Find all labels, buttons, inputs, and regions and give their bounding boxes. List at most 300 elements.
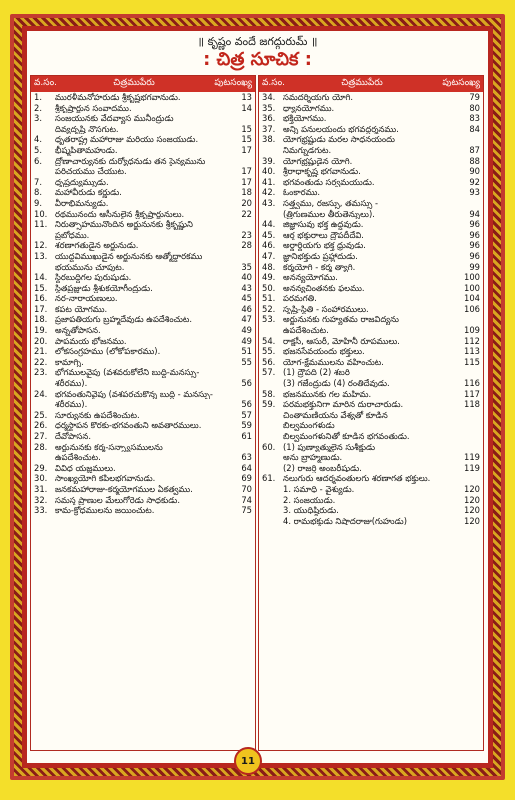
index-entry bbox=[31, 325, 255, 336]
index-entry bbox=[259, 230, 483, 241]
entry-number: 28. bbox=[34, 441, 48, 452]
entry-title: ప్రజాపతియగు బ్రహ్మదేవుడు ఉపదేశించుట. bbox=[55, 314, 193, 325]
entry-number: 3. bbox=[34, 113, 42, 124]
index-entry bbox=[259, 198, 483, 209]
entry-number: 36. bbox=[262, 113, 276, 124]
entry-number: 23. bbox=[34, 367, 48, 378]
index-entry bbox=[31, 505, 255, 516]
entry-page: 118 bbox=[464, 399, 480, 410]
index-entry bbox=[259, 187, 483, 198]
entry-page: 87 bbox=[469, 144, 480, 155]
entry-title: యోగ-క్షేమములను వహించుట. bbox=[283, 356, 384, 367]
entry-page: 17 bbox=[241, 176, 252, 187]
column-header bbox=[31, 76, 255, 92]
entry-number: 42. bbox=[262, 187, 276, 198]
entry-title: ధృష్టద్యుమ్నుడు. bbox=[55, 176, 109, 187]
index-entry bbox=[259, 124, 483, 135]
header-name: చిత్రముపేరు bbox=[113, 78, 155, 88]
entry-title: వీరాభిమన్యుడు. bbox=[55, 197, 109, 208]
entry-number: 60. bbox=[262, 441, 276, 452]
index-entry bbox=[31, 209, 255, 220]
entry-page: 109 bbox=[464, 325, 480, 336]
entry-title: (త్రిగుణముల తీరుతెన్నులు). bbox=[283, 208, 375, 219]
entry-number: 31. bbox=[34, 483, 48, 494]
entry-title: ఆర్త భక్తురాలు ద్రౌపదీదేవి. bbox=[283, 229, 364, 240]
index-entry bbox=[259, 103, 483, 114]
index-entry bbox=[259, 145, 483, 156]
entry-title: పరమగతి. bbox=[283, 293, 317, 304]
entry-title: నర-నారాయణులు. bbox=[55, 293, 118, 304]
entry-page: 15 bbox=[241, 134, 252, 145]
index-entry bbox=[31, 177, 255, 188]
entry-number: 26. bbox=[34, 420, 48, 431]
entry-number: 7. bbox=[34, 176, 42, 187]
entry-title: యుద్ధవిముఖుడైన అర్జునునకు ఆత్మోద్ధారకము bbox=[55, 250, 203, 261]
entry-number: 10. bbox=[34, 208, 48, 219]
entry-page: 20 bbox=[241, 197, 252, 208]
index-entry bbox=[259, 272, 483, 283]
entry-title: (2) రాజర్షి అంబరీషుడు. bbox=[283, 462, 362, 473]
index-entry bbox=[31, 484, 255, 495]
index-entry bbox=[31, 113, 255, 124]
entry-title: మురళీమనోహరుడు శ్రీకృష్ణభగవానుడు. bbox=[55, 92, 181, 102]
entry-title: అనన్యయోగము. bbox=[283, 272, 338, 283]
entry-title: కపట యోగము. bbox=[55, 303, 108, 314]
index-entry bbox=[31, 431, 255, 442]
index-entry bbox=[31, 283, 255, 294]
entry-number: 2. bbox=[34, 102, 42, 113]
entry-page: 75 bbox=[241, 505, 252, 516]
entry-title: ఉపదేశించుట. bbox=[55, 452, 101, 463]
entry-title: భోగములవైపు (వశవరుకోలేని బుద్ధి-మనస్సు- bbox=[55, 367, 200, 378]
entry-title: స్థితప్రజ్ఞుడు శ్రీశుకయోగీంద్రుడు. bbox=[55, 282, 153, 293]
entry-number: 38. bbox=[262, 134, 276, 145]
entry-number: 6. bbox=[34, 155, 42, 166]
entry-title: ఓంకారము. bbox=[283, 187, 321, 198]
entry-title: కామాగ్ని. bbox=[55, 356, 84, 367]
entry-page: 74 bbox=[241, 494, 252, 505]
index-column-right bbox=[258, 75, 484, 751]
index-entry bbox=[259, 92, 483, 103]
index-entry bbox=[31, 442, 255, 453]
entry-page: 120 bbox=[464, 483, 480, 494]
index-entry bbox=[259, 516, 483, 527]
entry-page: 96 bbox=[469, 250, 480, 261]
index-entry bbox=[259, 473, 483, 484]
index-entry bbox=[31, 262, 255, 273]
entry-number: 20. bbox=[34, 335, 48, 346]
entry-title: దివ్యదృష్టి నొసగుట. bbox=[55, 123, 119, 134]
entry-title: యోగభ్రష్టుడు మరల సాధనయందు bbox=[283, 134, 395, 145]
entry-title: శ్రీకృష్ణార్జున సంవాదము. bbox=[55, 102, 132, 113]
index-columns bbox=[30, 75, 485, 751]
entry-page: 96 bbox=[469, 240, 480, 251]
entry-page: 104 bbox=[464, 293, 480, 304]
index-entry bbox=[259, 293, 483, 304]
entry-title: కామ-క్రోధములను జయించుట. bbox=[55, 505, 155, 516]
index-entry bbox=[259, 367, 483, 378]
entry-title: పరిచయము చేయుట. bbox=[55, 166, 127, 177]
entry-number: 25. bbox=[34, 409, 48, 420]
entry-number: 21. bbox=[34, 346, 48, 357]
entry-title: అన్ని పనులయందు భగవద్దర్శనము. bbox=[283, 123, 399, 134]
entry-page: 55 bbox=[241, 356, 252, 367]
entry-page: 56 bbox=[241, 399, 252, 410]
entry-page: 51 bbox=[241, 346, 252, 357]
entry-title: భజనమునకు గల మహిమ. bbox=[283, 388, 372, 399]
index-entry bbox=[259, 399, 483, 410]
index-entry bbox=[259, 134, 483, 145]
entry-title: సృష్టి-స్థితి - సంహారములు. bbox=[283, 303, 369, 314]
entry-number: 52. bbox=[262, 303, 276, 314]
entry-number: 37. bbox=[262, 123, 276, 134]
entry-page: 15 bbox=[241, 123, 252, 134]
entry-page: 120 bbox=[464, 494, 480, 505]
entry-page: 90 bbox=[469, 166, 480, 177]
entry-page: 112 bbox=[464, 335, 480, 346]
entry-page: 70 bbox=[241, 483, 252, 494]
entry-page: 94 bbox=[469, 208, 480, 219]
entry-page: 84 bbox=[469, 123, 480, 134]
index-entry bbox=[31, 389, 255, 400]
entry-page: 100 bbox=[464, 282, 480, 293]
entry-number: 58. bbox=[262, 388, 276, 399]
index-entry bbox=[31, 293, 255, 304]
entry-number: 39. bbox=[262, 155, 276, 166]
entry-page: 17 bbox=[241, 144, 252, 155]
entry-title: ఉపదేశించుట. bbox=[283, 325, 329, 336]
index-entry bbox=[259, 113, 483, 124]
entry-title: బిల్వమంగళుడు bbox=[283, 420, 335, 431]
index-entry bbox=[31, 219, 255, 230]
entry-page: 116 bbox=[464, 378, 480, 389]
entry-page: 59 bbox=[241, 420, 252, 431]
index-entry bbox=[259, 283, 483, 294]
entry-number: 9. bbox=[34, 197, 42, 208]
index-entry bbox=[31, 230, 255, 241]
entry-number: 47. bbox=[262, 250, 276, 261]
entry-number: 44. bbox=[262, 219, 276, 230]
entry-title: ధ్యానయోగము. bbox=[283, 102, 335, 113]
entry-title: జ్ఞానిభక్తుడు ప్రహ్లాదుడు. bbox=[283, 250, 358, 261]
entry-number: 46. bbox=[262, 240, 276, 251]
entry-title: మహావీరుడు కర్ణుడు. bbox=[55, 187, 122, 198]
entry-title: (1) ద్రౌపది (2) శబరి bbox=[283, 367, 350, 378]
index-entry bbox=[31, 145, 255, 156]
index-entry bbox=[259, 262, 483, 273]
entry-title: సంజయునకు వేదవ్యాస మునీంద్రుడు bbox=[55, 113, 174, 124]
entry-number: 51. bbox=[262, 293, 276, 304]
index-entry bbox=[259, 251, 483, 262]
entry-page: 46 bbox=[241, 303, 252, 314]
entry-title: ప్రబోధము. bbox=[55, 229, 90, 240]
entry-number: 43. bbox=[262, 197, 276, 208]
entry-title: సత్త్వము, రజస్సు, తమస్సు - bbox=[283, 197, 378, 208]
index-entry bbox=[31, 304, 255, 315]
entry-title: ధృతరాష్ట్ర మహారాజు మరియు సంజయుడు. bbox=[55, 134, 199, 145]
entry-page: 35 bbox=[241, 261, 252, 272]
entry-title: 2. సంజయుడు. bbox=[283, 494, 336, 505]
entry-number: 16. bbox=[34, 293, 48, 304]
index-entry bbox=[31, 473, 255, 484]
entry-page: 79 bbox=[469, 92, 480, 102]
entry-title: (1) పుణ్యాత్ములైన సుశీక్షుడు bbox=[283, 441, 376, 452]
entry-page: 49 bbox=[241, 335, 252, 346]
entry-title: కర్మయోగి - కర్మ త్యాగి. bbox=[283, 261, 356, 272]
index-entry bbox=[259, 177, 483, 188]
entry-number: 27. bbox=[34, 431, 48, 441]
entry-title: భయమును చూపుట. bbox=[55, 261, 125, 272]
entry-page: 96 bbox=[469, 219, 480, 230]
entry-number: 32. bbox=[34, 494, 48, 505]
entry-number: 15. bbox=[34, 282, 48, 293]
entry-page: 57 bbox=[241, 409, 252, 420]
entry-number: 19. bbox=[34, 325, 48, 336]
index-entry bbox=[31, 357, 255, 368]
entry-page: 88 bbox=[469, 155, 480, 166]
entry-number: 30. bbox=[34, 473, 48, 484]
index-entry bbox=[259, 463, 483, 474]
entry-page: 23 bbox=[241, 229, 252, 240]
entry-title: ద్రోణాచార్యునకు దుర్యోధనుడు తన సైన్యమును bbox=[55, 155, 206, 166]
entry-page: 13 bbox=[241, 92, 252, 102]
index-entry bbox=[31, 92, 255, 103]
entry-page: 119 bbox=[464, 452, 480, 463]
index-entry bbox=[259, 314, 483, 325]
entry-title: నలుగురు ఆదర్శవంతులగు శరణాగత భక్తులు. bbox=[283, 473, 431, 484]
entry-number: 24. bbox=[34, 388, 48, 399]
entry-title: 4. రామభక్తుడు నిషాదరాజు(గుహుడు) bbox=[283, 515, 407, 526]
entry-number: 57. bbox=[262, 367, 276, 378]
entry-page: 17 bbox=[241, 166, 252, 177]
entry-title: నిరుత్సాహమునొందిన అర్జునునకు శ్రీకృష్ణుని bbox=[55, 219, 193, 230]
entry-title: దేవోపాసన. bbox=[55, 431, 91, 441]
entry-number: 53. bbox=[262, 314, 276, 325]
index-entry bbox=[259, 166, 483, 177]
index-entry bbox=[259, 156, 483, 167]
entry-title: అనన్యచింతనకు ఫలము. bbox=[283, 282, 365, 293]
entry-number: 14. bbox=[34, 272, 48, 283]
entry-page: 14 bbox=[241, 102, 252, 113]
index-entry bbox=[31, 240, 255, 251]
entry-number: 56. bbox=[262, 356, 276, 367]
index-entry bbox=[31, 166, 255, 177]
index-entry bbox=[259, 378, 483, 389]
entry-number: 50. bbox=[262, 282, 276, 293]
entry-title: రాక్షసీ, ఆసురీ, మోహినీ రూపములు. bbox=[283, 335, 400, 346]
index-entry bbox=[259, 219, 483, 230]
index-entry bbox=[31, 198, 255, 209]
entry-number: 34. bbox=[262, 92, 276, 102]
index-entry bbox=[31, 314, 255, 325]
entry-title: సాంఖ్యయోగి కపిలభగవానుడు. bbox=[55, 473, 156, 484]
index-entry bbox=[31, 272, 255, 283]
entry-title: యోగభ్రష్టుడైన యోగి. bbox=[283, 155, 353, 166]
entry-page: 115 bbox=[464, 356, 480, 367]
entry-page: 61 bbox=[241, 431, 252, 441]
entry-page: 80 bbox=[469, 102, 480, 113]
entry-title: 3. యుధిష్ఠిరుడు. bbox=[283, 505, 339, 516]
index-entry bbox=[259, 346, 483, 357]
index-entry bbox=[31, 103, 255, 114]
entry-title: 1. సమాధి - వైశ్యుడు. bbox=[283, 483, 355, 494]
index-entry bbox=[259, 389, 483, 400]
index-entry bbox=[31, 367, 255, 378]
entry-title: (3) గజేంద్రుడు (4) రంతిదేవుడు. bbox=[283, 378, 390, 389]
entry-page: 113 bbox=[464, 346, 480, 357]
entry-number: 5. bbox=[34, 144, 42, 155]
entry-page: 117 bbox=[464, 388, 480, 399]
entry-page: 120 bbox=[464, 505, 480, 516]
index-list-right bbox=[259, 92, 483, 526]
index-entry bbox=[31, 251, 255, 262]
entry-page: 18 bbox=[241, 187, 252, 198]
index-entry bbox=[31, 346, 255, 357]
entry-number: 35. bbox=[262, 102, 276, 113]
entry-title: భగవంతుడు సర్వమయుడు. bbox=[283, 176, 375, 187]
entry-number: 54. bbox=[262, 335, 276, 346]
entry-page: 96 bbox=[469, 229, 480, 240]
entry-page: 106 bbox=[464, 303, 480, 314]
entry-number: 13. bbox=[34, 250, 48, 261]
entry-title: శరణాగతుడైన అర్జునుడు. bbox=[55, 240, 139, 251]
index-entry bbox=[259, 240, 483, 251]
entry-number: 11. bbox=[34, 219, 48, 230]
index-entry bbox=[31, 134, 255, 145]
entry-page: 83 bbox=[469, 113, 480, 124]
entry-page: 43 bbox=[241, 282, 252, 293]
document-page bbox=[27, 31, 488, 763]
index-entry bbox=[259, 442, 483, 453]
entry-page: 63 bbox=[241, 452, 252, 463]
entry-number: 12. bbox=[34, 240, 48, 251]
index-entry bbox=[31, 378, 255, 389]
entry-page: 47 bbox=[241, 314, 252, 325]
index-entry bbox=[259, 325, 483, 336]
page-title: : చిత్ర సూచిక : bbox=[203, 49, 312, 70]
entry-title: అర్థార్థియగు భక్త ధ్రువుడు. bbox=[283, 240, 366, 251]
entry-title: అన్నతోపాసన. bbox=[55, 325, 101, 336]
index-entry bbox=[31, 410, 255, 421]
entry-number: 17. bbox=[34, 303, 48, 314]
index-entry bbox=[259, 410, 483, 421]
index-entry bbox=[259, 209, 483, 220]
entry-page: 99 bbox=[469, 261, 480, 272]
entry-number: 61. bbox=[262, 473, 276, 484]
entry-title: స్థిరబుద్ధిగల పురుషుడు. bbox=[55, 272, 132, 283]
entry-title: జిజ్ఞాసువు భక్త ఉద్ధవుడు. bbox=[283, 219, 364, 230]
index-entry bbox=[31, 187, 255, 198]
header-number: వ.సం. bbox=[34, 78, 58, 88]
entry-number: 33. bbox=[34, 505, 48, 516]
column-header bbox=[259, 76, 483, 92]
entry-title: వివిధ యజ్ఞములు. bbox=[55, 462, 116, 473]
entry-number: 48. bbox=[262, 261, 276, 272]
index-entry bbox=[259, 495, 483, 506]
index-entry bbox=[31, 156, 255, 167]
page-number-badge: 11 bbox=[234, 747, 262, 775]
index-entry bbox=[31, 452, 255, 463]
entry-number: 40. bbox=[262, 166, 276, 177]
entry-title: రథమునందు ఆసీనులైన శ్రీకృష్ణార్జునులు. bbox=[55, 208, 185, 219]
header-name: చిత్రముపేరు bbox=[341, 78, 383, 88]
entry-page: 119 bbox=[464, 462, 480, 473]
entry-title: శరీరము). bbox=[55, 399, 88, 410]
index-entry bbox=[31, 495, 255, 506]
entry-page: 64 bbox=[241, 462, 252, 473]
entry-title: అను బ్రాహ్మణుడు. bbox=[283, 452, 343, 463]
entry-number: 49. bbox=[262, 272, 276, 283]
entry-number: 29. bbox=[34, 462, 48, 473]
entry-page: 56 bbox=[241, 378, 252, 389]
entry-title: జనకమహారాజు-కర్మయోగముల ఏకత్వము. bbox=[55, 483, 193, 494]
entry-title: సమస్త ప్రాణుల మేలుగోరెడు సాధకుడు. bbox=[55, 494, 180, 505]
entry-page: 45 bbox=[241, 293, 252, 304]
entry-number: 1. bbox=[34, 92, 42, 102]
index-entry bbox=[259, 484, 483, 495]
entry-title: భగవంతునివైపు (వశపరచుకొన్న బుద్ధి - మనస్సు- bbox=[55, 388, 213, 399]
entry-number: 41. bbox=[262, 176, 276, 187]
entry-title: పరమభక్తునిగా మారిన దురాచారుడు. bbox=[283, 399, 404, 410]
entry-number: 55. bbox=[262, 346, 276, 357]
entry-title: చింతామణియను వేశ్యతో కూడిన bbox=[283, 409, 388, 420]
invocation-line: ॥ కృష్ణం వందే జగద్గురుమ్ ॥ bbox=[197, 35, 318, 48]
index-list-left bbox=[31, 92, 255, 516]
entry-number: 8. bbox=[34, 187, 42, 198]
header-page: పుటసంఖ్య bbox=[442, 78, 480, 88]
entry-title: భీష్మపితామహుడు. bbox=[55, 144, 118, 155]
entry-page: 40 bbox=[241, 272, 252, 283]
entry-number: 59. bbox=[262, 399, 276, 410]
index-entry bbox=[259, 336, 483, 347]
header-page: పుటసంఖ్య bbox=[214, 78, 252, 88]
index-entry bbox=[259, 304, 483, 315]
index-column-left bbox=[30, 75, 256, 751]
index-entry bbox=[31, 124, 255, 135]
entry-number: 18. bbox=[34, 314, 48, 325]
entry-page: 28 bbox=[241, 240, 252, 251]
entry-number: 4. bbox=[34, 134, 42, 145]
entry-number: 45. bbox=[262, 229, 276, 240]
entry-title: సమదర్శియగు యోగి. bbox=[283, 92, 354, 102]
entry-title: అర్జునునకు కర్మ-సన్న్యాసములను bbox=[55, 441, 163, 452]
index-entry bbox=[259, 357, 483, 368]
entry-title: శరీరము). bbox=[55, 378, 88, 389]
index-entry bbox=[31, 399, 255, 410]
index-entry bbox=[259, 431, 483, 442]
entry-page: 22 bbox=[241, 208, 252, 219]
index-entry bbox=[259, 505, 483, 516]
entry-title: పాపమయ భోజనము. bbox=[55, 335, 127, 346]
entry-title: అర్జునునకు గుహ్యతమ రాజవిద్యను bbox=[283, 314, 399, 325]
entry-page: 49 bbox=[241, 325, 252, 336]
entry-title: నిమగ్నుడగుట. bbox=[283, 144, 332, 155]
entry-title: సూర్యునకు ఉపదేశించుట. bbox=[55, 409, 140, 420]
index-entry bbox=[259, 452, 483, 463]
entry-title: లోకసంగ్రహము (లోకోపకారము). bbox=[55, 346, 161, 357]
index-entry bbox=[31, 420, 255, 431]
entry-number: 22. bbox=[34, 356, 48, 367]
entry-title: భక్తియోగము. bbox=[283, 113, 327, 124]
entry-page: 120 bbox=[464, 515, 480, 526]
entry-title: బిల్వమంగళునితో కూడిన భగవంతుడు. bbox=[283, 431, 410, 441]
entry-page: 69 bbox=[241, 473, 252, 484]
entry-page: 100 bbox=[464, 272, 480, 283]
header-number: వ.సం. bbox=[262, 78, 286, 88]
entry-page: 92 bbox=[469, 176, 480, 187]
index-entry bbox=[31, 336, 255, 347]
index-entry bbox=[259, 420, 483, 431]
